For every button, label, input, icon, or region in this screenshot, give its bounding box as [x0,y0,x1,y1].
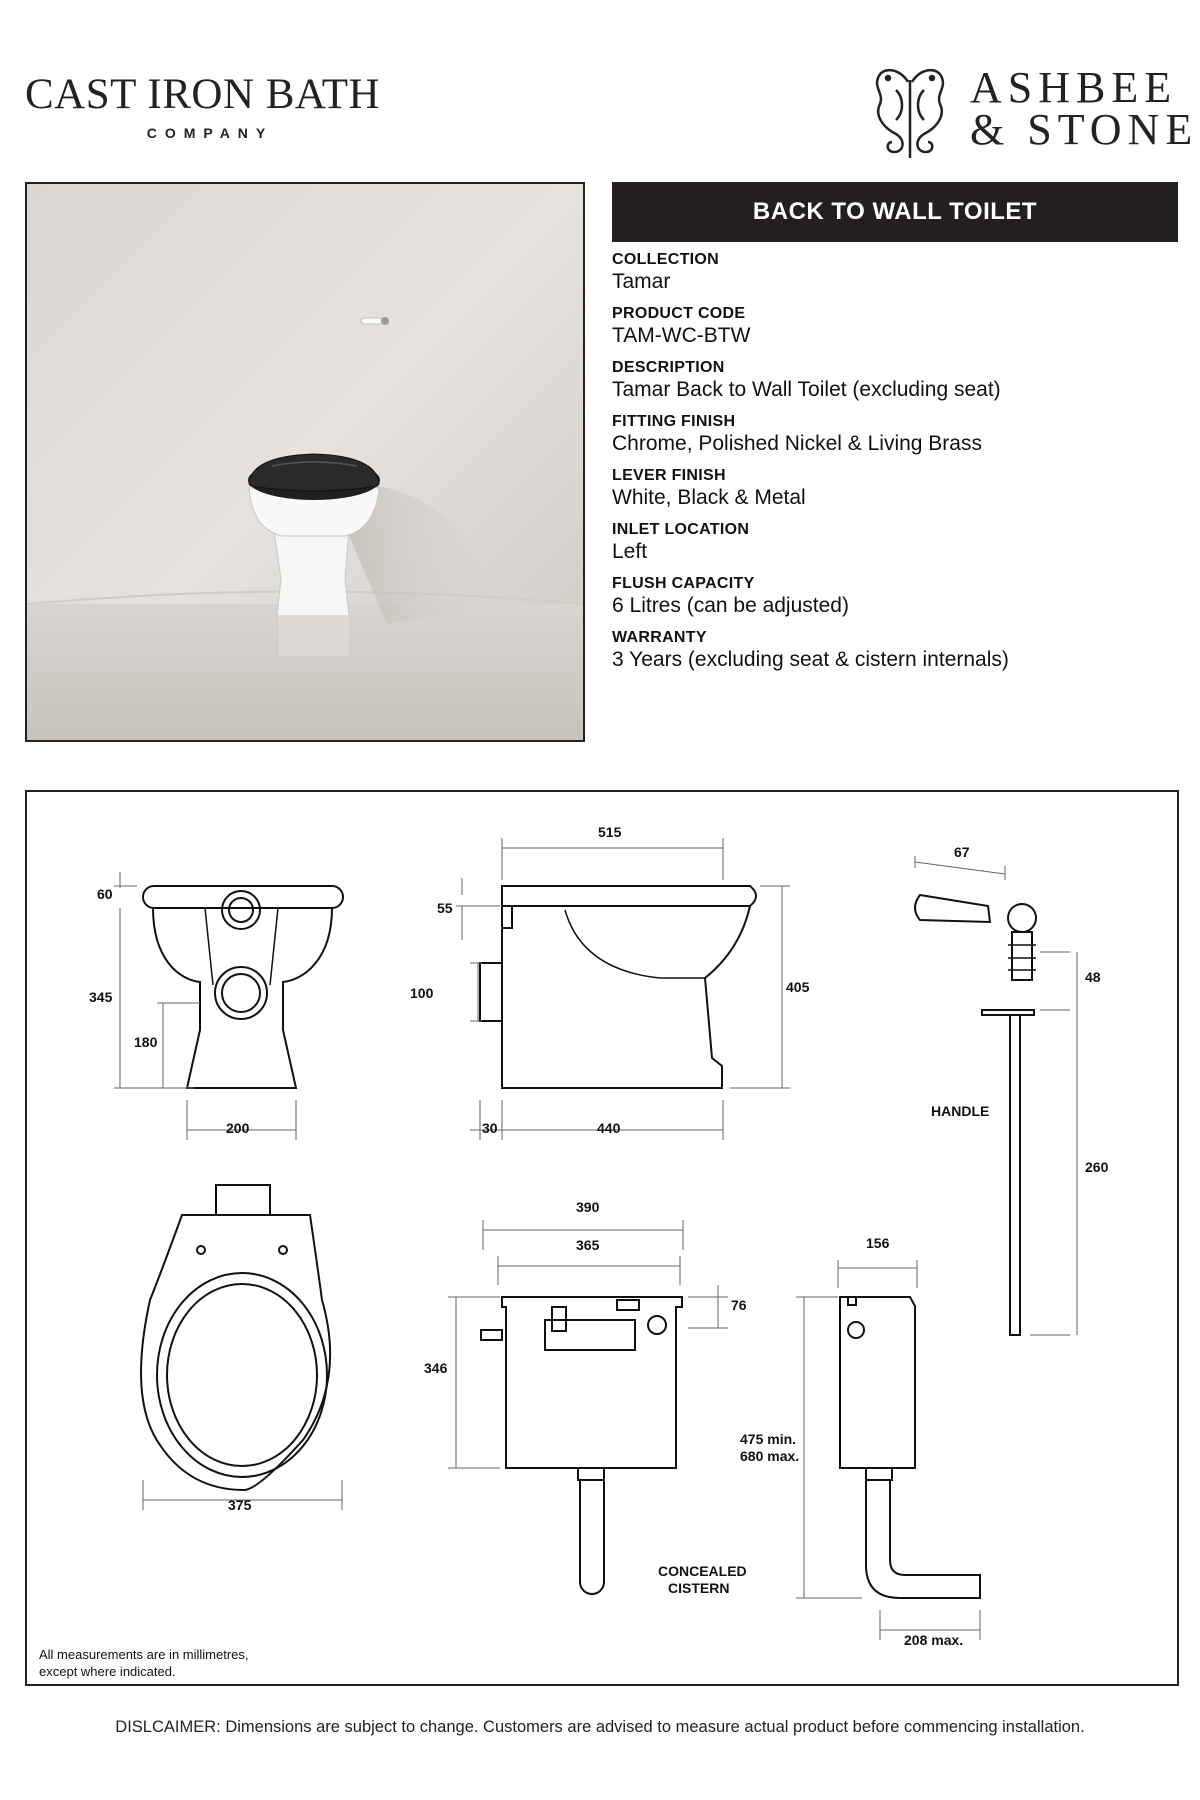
technical-drawing [25,790,1179,1686]
dim-label: 208 max. [904,1632,964,1648]
spec-value: Tamar [612,270,671,293]
dim-label: 156 [866,1235,890,1251]
ashbee-stone-logo [860,62,1199,162]
measurement-note: All measurements are in millimetres, [39,1647,249,1662]
dim-label: 405 [786,979,810,995]
cistern-front-view [481,1297,682,1594]
spec-item [612,412,1178,456]
spec-label: FITTING FINISH [612,413,736,430]
dim-label: 346 [424,1360,448,1376]
dim-label: 100 [410,985,434,1001]
dim-label: 180 [134,1034,158,1050]
brand-right-line1: ASHBEE [970,63,1178,112]
cistern-label: CISTERN [668,1580,730,1596]
dim-label: 390 [576,1199,600,1215]
spec-value: TAM-WC-BTW [612,324,751,347]
brand-left-name: CAST IRON BATH [25,71,381,118]
dim-label: 200 [226,1120,250,1136]
spec-list [612,250,1178,682]
spec-label: PRODUCT CODE [612,305,746,322]
spec-value: 6 Litres (can be adjusted) [612,594,849,617]
side-view [480,886,756,1088]
dim-label: 76 [731,1297,747,1313]
dim-label: 475 min. [740,1431,797,1447]
disclaimer: DISLCAIMER: Dimensions are subject to change. Customers are advised to measure actual product before commencing installation. [115,1718,1085,1736]
spec-label: LEVER FINISH [612,467,726,484]
product-photo [25,182,585,742]
spec-item [612,250,1178,294]
spec-label: DESCRIPTION [612,359,725,376]
spec-value: 3 Years (excluding seat & cistern internals) [612,648,1009,671]
spec-label: COLLECTION [612,251,719,268]
spec-label: WARRANTY [612,629,707,646]
dim-label: 680 max. [740,1448,800,1464]
spec-label: INLET LOCATION [612,521,750,538]
spec-value: Tamar Back to Wall Toilet (excluding seat) [612,378,1001,401]
front-view [143,886,343,1088]
concealed-label: CONCEALED [658,1563,747,1579]
dim-label: 365 [576,1237,600,1253]
spec-item [612,358,1178,402]
spec-value: Left [612,540,648,563]
dim-label: 48 [1085,969,1101,985]
product-title: BACK TO WALL TOILET [612,182,1178,242]
cistern-side-view [840,1297,980,1598]
measurement-note: except where indicated. [39,1664,176,1679]
dim-label: 345 [89,989,113,1005]
dim-label: 60 [97,886,113,902]
dim-label: 515 [598,824,622,840]
brand-left-sub: COMPANY [146,125,274,141]
spec-item [612,520,1178,564]
spec-item [612,466,1178,510]
spec-item [612,574,1178,618]
drawing-canvas [27,792,1177,1684]
dim-label: 375 [228,1497,252,1513]
dim-label: 55 [437,900,453,916]
wall-lever-icon [361,317,389,325]
dim-label: 260 [1085,1159,1109,1175]
spec-label: FLUSH CAPACITY [612,575,755,592]
spec-item [612,304,1178,348]
handle-label: HANDLE [931,1103,990,1119]
spec-value: White, Black & Metal [612,486,806,509]
spec-item [612,628,1178,672]
top-view [141,1185,330,1490]
dim-label: 30 [482,1120,498,1136]
spec-value: Chrome, Polished Nickel & Living Brass [612,432,982,455]
dim-label: 67 [954,844,970,860]
brand-right-line2: & STONE [970,105,1199,154]
dim-label: 440 [597,1120,621,1136]
cast-iron-bath-logo [25,70,395,141]
seahorse-emblem-icon [860,62,960,162]
